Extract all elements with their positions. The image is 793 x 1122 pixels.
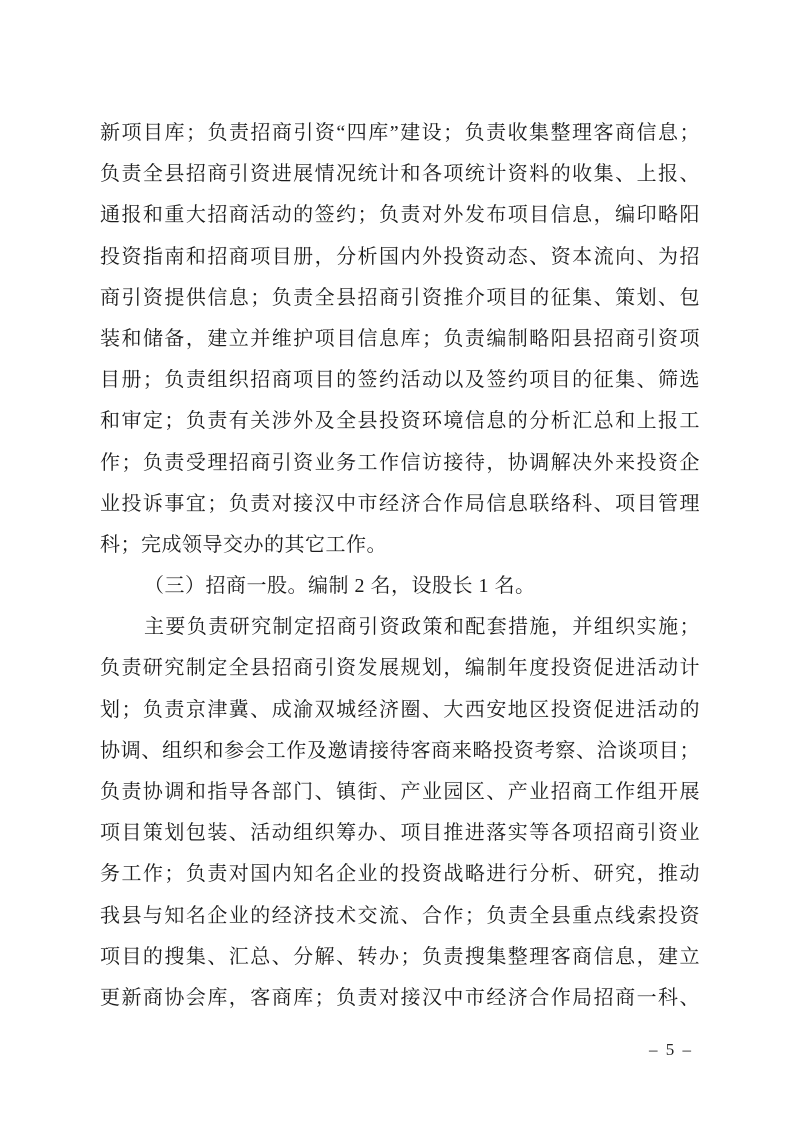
text-line: 负责协调和指导各部门、镇街、产业园区、产业招商工作组开展 [100, 781, 700, 803]
page-number: – 5 – [649, 1040, 693, 1059]
text-line: 负责全县招商引资进展情况统计和各项统计资料的收集、上报、 [100, 163, 700, 186]
text-line: 商引资提供信息；负责全县招商引资推介项目的征集、策划、包 [100, 286, 700, 309]
text-line: 协调、组织和参会工作及邀请接待客商来略投资考察、洽谈项目； [100, 739, 700, 762]
text-line: 和审定；负责有关涉外及全县投资环境信息的分析汇总和上报工 [100, 410, 700, 433]
body-text [100, 113, 700, 1019]
text-line: 装和储备，建立并维护项目信息库；负责编制略阳县招商引资项 [100, 327, 700, 350]
text-line: 业投诉事宜；负责对接汉中市经济合作局信息联络科、项目管理 [100, 492, 700, 515]
text-line: 主要负责研究制定招商引资政策和配套措施，并组织实施； [144, 616, 700, 639]
text-line: 负责研究制定全县招商引资发展规划，编制年度投资促进活动计 [100, 657, 700, 680]
text-line: 项目的搜集、汇总、分解、转办；负责搜集整理客商信息，建立 [100, 945, 700, 968]
text-line: 通报和重大招商活动的签约；负责对外发布项目信息，编印略阳 [100, 204, 700, 227]
text-line: 务工作；负责对国内知名企业的投资战略进行分析、研究，推动 [100, 863, 700, 886]
text-line: 目册；负责组织招商项目的签约活动以及签约项目的征集、筛选 [100, 369, 700, 392]
text-line: 更新商协会库，客商库；负责对接汉中市经济合作局招商一科、 [100, 986, 700, 1009]
text-line: 新项目库；负责招商引资“四库”建设；负责收集整理客商信息； [100, 122, 700, 144]
text-line: 项目策划包装、活动组织筹办、项目推进落实等各项招商引资业 [100, 822, 700, 845]
section-heading-line: （三）招商一股。编制 2 名，设股长 1 名。 [144, 575, 536, 598]
text-line: 我县与知名企业的经济技术交流、合作；负责全县重点线索投资 [100, 904, 700, 927]
text-line: 作；负责受理招商引资业务工作信访接待，协调解决外来投资企 [100, 451, 700, 474]
text-line-paragraph-end: 科；完成领导交办的其它工作。 [100, 533, 387, 556]
text-line: 投资指南和招商项目册，分析国内外投资动态、资本流向、为招 [100, 245, 700, 268]
text-line: 划；负责京津冀、成渝双城经济圈、大西安地区投资促进活动的 [100, 698, 700, 721]
